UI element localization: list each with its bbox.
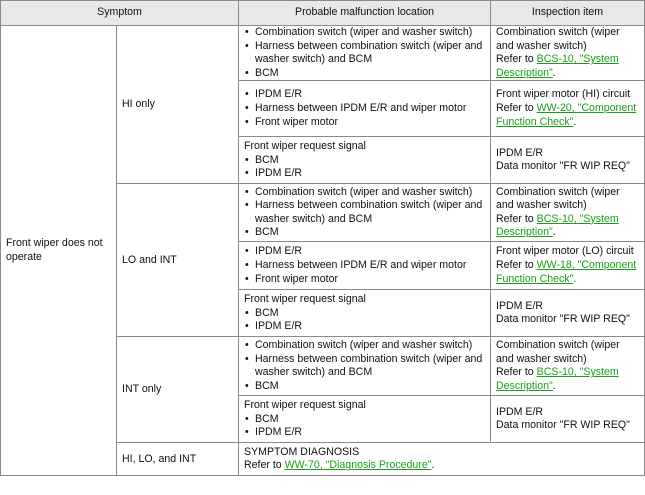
- location-bullets: [244, 413, 485, 440]
- location-bullets: [244, 154, 485, 181]
- list-item: • IPDM E/R: [244, 245, 485, 259]
- inspection-line: IPDM E/R: [496, 146, 544, 159]
- reference-link[interactable]: BCS-10, "System Description": [496, 212, 619, 239]
- inspection-cell: [491, 137, 645, 184]
- list-item: • Combination switch (wiper and washer switch): [244, 339, 485, 353]
- location-bullets: [244, 88, 485, 129]
- location-intro: Front wiper request signal: [244, 398, 366, 411]
- inspection-line: and washer switch): [496, 39, 587, 52]
- inspection-cell: [491, 396, 645, 443]
- location-cell: [239, 184, 491, 242]
- symptom-cell: Front wiper does not operate: [1, 26, 117, 476]
- location-bullets: [244, 26, 485, 80]
- group-label: HI, LO, and INT: [117, 443, 239, 476]
- reference-link[interactable]: BCS-10, "System Description": [496, 366, 619, 392]
- link-suffix: .: [552, 226, 556, 239]
- link-suffix: .: [552, 66, 556, 79]
- refer-label: Refer to: [496, 102, 537, 115]
- location-cell: [239, 137, 491, 184]
- location-cell: [239, 337, 491, 396]
- list-item: • BCM: [244, 67, 485, 81]
- inspection-line: IPDM E/R: [496, 299, 544, 312]
- location-cell: [239, 81, 491, 137]
- location-cell: [239, 26, 491, 81]
- link-suffix: .: [552, 379, 556, 392]
- list-item: • Harness between IPDM E/R and wiper motor: [244, 102, 485, 116]
- reference-link[interactable]: WW-18, "Component Function Check": [496, 259, 637, 285]
- symptom-diagnosis-title: SYMPTOM DIAGNOSIS: [244, 445, 360, 458]
- header-inspection: Inspection item: [491, 1, 645, 26]
- refer-label: Refer to: [244, 459, 285, 472]
- inspection-line: IPDM E/R: [496, 405, 544, 418]
- inspection-line: Data monitor "FR WIP REQ": [496, 160, 630, 173]
- list-item: • BCM: [244, 154, 485, 168]
- inspection-line: Combination switch (wiper: [496, 26, 620, 38]
- list-item: • Harness between combination switch (wiper and washer switch) and BCM: [244, 40, 485, 67]
- inspection-cell: [491, 242, 645, 290]
- list-item: • BCM: [244, 307, 485, 321]
- inspection-line: Front wiper motor (LO) circuit: [496, 245, 634, 258]
- list-item: • IPDM E/R: [244, 320, 485, 334]
- refer-label: Refer to: [496, 366, 537, 379]
- link-suffix: .: [431, 459, 435, 472]
- group-label: LO and INT: [117, 184, 239, 337]
- list-item: • IPDM E/R: [244, 88, 485, 102]
- location-bullets: [244, 186, 485, 240]
- table-row: [1, 26, 645, 81]
- location-cell: [239, 443, 645, 476]
- inspection-line: and washer switch): [496, 199, 587, 212]
- list-item: • BCM: [244, 413, 485, 427]
- refer-label: Refer to: [496, 259, 537, 272]
- list-item: • Front wiper motor: [244, 273, 485, 287]
- list-item: • BCM: [244, 380, 485, 394]
- list-item: • Combination switch (wiper and washer switch): [244, 26, 485, 40]
- list-item: • BCM: [244, 226, 485, 240]
- list-item: • Harness between combination switch (wiper and washer switch) and BCM: [244, 353, 485, 380]
- location-cell: [239, 396, 491, 443]
- refer-label: Refer to: [496, 212, 537, 225]
- inspection-line: and washer switch): [496, 352, 587, 365]
- list-item: • Harness between IPDM E/R and wiper motor: [244, 259, 485, 273]
- list-item: • IPDM E/R: [244, 167, 485, 181]
- location-bullets: [244, 307, 485, 334]
- location-intro: Front wiper request signal: [244, 139, 366, 152]
- group-label: HI only: [117, 26, 239, 184]
- location-cell: [239, 242, 491, 290]
- location-bullets: [244, 339, 485, 393]
- inspection-cell: [491, 184, 645, 242]
- header-symptom: Symptom: [1, 1, 239, 26]
- header-row: [1, 1, 645, 26]
- reference-link[interactable]: WW-70, "Diagnosis Procedure": [284, 459, 432, 472]
- inspection-line: Combination switch (wiper: [496, 185, 620, 198]
- inspection-line: Data monitor "FR WIP REQ": [496, 419, 630, 432]
- inspection-line: Data monitor "FR WIP REQ": [496, 313, 630, 326]
- header-location: Probable malfunction location: [239, 1, 491, 26]
- location-cell: [239, 290, 491, 337]
- location-bullets: [244, 245, 485, 286]
- inspection-cell: [491, 290, 645, 337]
- reference-link[interactable]: WW-20, "Component Function Check": [496, 102, 637, 128]
- location-intro: Front wiper request signal: [244, 292, 366, 305]
- inspection-line: Combination switch (wiper: [496, 339, 620, 352]
- inspection-line: Front wiper motor (HI) circuit: [496, 88, 631, 101]
- list-item: • Front wiper motor: [244, 116, 485, 130]
- inspection-cell: [491, 337, 645, 396]
- inspection-cell: [491, 26, 645, 81]
- group-label: INT only: [117, 337, 239, 443]
- inspection-cell: [491, 81, 645, 137]
- reference-link[interactable]: BCS-10, "System Description": [496, 53, 619, 79]
- list-item: • IPDM E/R: [244, 426, 485, 440]
- refer-label: Refer to: [496, 53, 537, 66]
- list-item: • Combination switch (wiper and washer switch): [244, 186, 485, 200]
- link-suffix: .: [573, 272, 577, 285]
- link-suffix: .: [573, 115, 577, 128]
- list-item: • Harness between combination switch (wiper and washer switch) and BCM: [244, 199, 485, 226]
